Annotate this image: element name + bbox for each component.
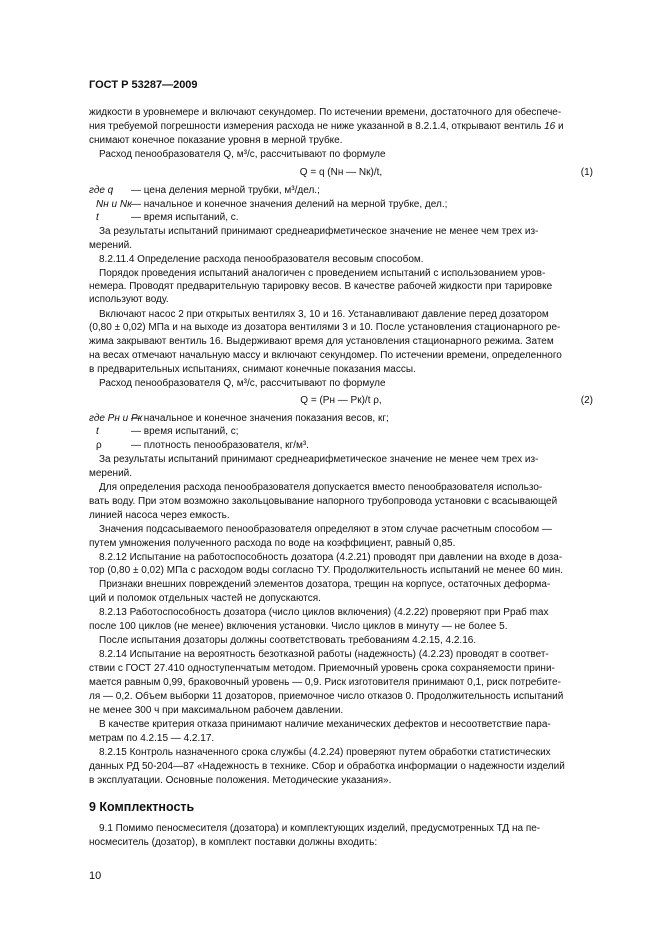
text: мается равным 0,99, браковочный уровень — 0,9. Риск изготовителя принимают 0,1, риск потребите- <box>89 677 561 688</box>
p7: Расход пенообразователя Q, м³/с, рассчитывают по формуле <box>99 378 386 389</box>
p9-line1 <box>99 481 593 494</box>
def-row <box>0 184 661 197</box>
section-9-title: 9 Комплектность <box>89 800 195 814</box>
p18-line2: носмеситель (дозатор), в комплект поставки должны входить: <box>89 837 378 848</box>
p10-line1 <box>99 523 593 536</box>
p5-line3: используют воду. <box>89 294 169 305</box>
def-symbol: где q <box>89 185 114 196</box>
p5-line1 <box>99 267 593 280</box>
p15-line1 <box>99 648 593 661</box>
text: Включают насос 2 при открытых вентилях 3, 10 и 16. Устанавливают давление перед дозатором <box>99 309 549 320</box>
def-row <box>0 439 661 452</box>
def-text: — время испытаний, с. <box>131 212 239 223</box>
def-symbol: где Pн и Pк <box>89 413 143 424</box>
p13-line1 <box>99 606 593 619</box>
def-text: — плотность пенообразователя, кг/м³. <box>131 440 309 451</box>
text: жима закрывают вентиль 16. Выдерживают время для установления стационарного режима. Затем <box>89 336 554 347</box>
p6-line5: в предварительных испытаниях, снимают конечные показания массы. <box>89 364 416 375</box>
def-row <box>0 412 661 425</box>
text: данных РД 50-204—87 «Надежность в технике. Сбор и обработка информации о надежности изделий <box>89 761 565 772</box>
text: 8.2.12 Испытание на работоспособность дозатора (4.2.21) проводят при давлении на входе в доза- <box>99 552 563 563</box>
formula-1-expr: Q = q (Nн — Nк)/t, <box>299 167 383 178</box>
def-text: — начальное и конечное значения показания весов, кг; <box>131 413 389 424</box>
p6-line1 <box>99 308 593 321</box>
text: ля — 0,2. Объем выборки 11 дозаторов, приемочное число отказов 0. Продолжительность испытаний <box>89 691 564 702</box>
p1-line1 <box>89 106 593 119</box>
text: ствии с ГОСТ 27.410 одноступенчатым методом. Приемочный уровень срока сохраняемости прини- <box>89 663 555 674</box>
p15-line3 <box>89 676 593 689</box>
p17-line2 <box>89 760 593 773</box>
p14: После испытания дозаторы должны соответствовать требованиям 4.2.15, 4.2.16. <box>99 635 477 646</box>
p6-line4 <box>89 349 593 362</box>
formula-2-expr: Q = (Pн — Pк)/t ρ, <box>300 395 382 406</box>
p16-line2: метрам по 4.2.15 — 4.2.17. <box>89 733 215 744</box>
def-symbol: t <box>96 426 99 437</box>
text: Порядок проведения испытаний аналогичен с проведением испытаний с использованием уров- <box>99 268 546 279</box>
p17-line1 <box>99 746 593 759</box>
text: вать воду. При этом возможно закольцовывание напорного трубопровода установки с всасывающей <box>89 496 558 507</box>
p8-line2: мерений. <box>89 468 133 479</box>
p4: 8.2.11.4 Определение расхода пенообразователя весовым способом. <box>99 254 424 265</box>
p9-line3: линией насоса через емкость. <box>89 510 230 521</box>
text: тор (0,80 ± 0,02) МПа с расходом воды согласно ТУ. Продолжительность испытаний не менее 60 мин. <box>89 565 564 576</box>
p3-line2: мерений. <box>89 240 133 251</box>
def-symbol: Nн и Nк <box>96 199 132 210</box>
text: 9.1 Помимо пеносмесителя (дозатора) и комплектующих изделий, предусмотренных ТД на пе- <box>99 823 541 834</box>
p2: Расход пенообразователя Q, м³/с, рассчитывают по формуле <box>99 149 386 160</box>
text: немера. Проводят предварительную тарировку весов. В качестве рабочей жидкости при тарировке <box>89 281 553 292</box>
def-row <box>0 211 661 224</box>
text: и <box>555 121 564 132</box>
text: За результаты испытаний принимают среднеарифметическое значение не менее чем трех из- <box>99 454 539 465</box>
p15-line2 <box>89 662 593 675</box>
p1-line3: снимают конечное показание уровня в мерной трубке. <box>89 135 343 146</box>
p15-line5: не менее 300 ч при максимальном рабочем давлении. <box>89 705 344 716</box>
text: на весах отмечают начальную массу и включают секундомер. По истечении времени, определенного <box>89 350 562 361</box>
p8-line1 <box>99 453 593 466</box>
text: жидкости в уровнемере и включают секундомер. По истечении времени, достаточного для обеспече- <box>89 107 562 118</box>
def-text: — начальное и конечное значения делений на мерной трубке, дел.; <box>131 199 448 210</box>
page-number: 10 <box>89 870 102 882</box>
p6-line2 <box>89 321 593 334</box>
formula-1-number: (1) <box>580 167 593 178</box>
text: Значения подсасываемого пенообразователя определяют в этом случае расчетным способом — <box>99 524 552 535</box>
def-symbol: t <box>96 212 99 223</box>
def-symbol: ρ <box>96 440 102 451</box>
p13-line2: после 100 циклов (не менее) включения установки. Число циклов в минуту — не более 5. <box>89 621 508 632</box>
text: ния требуемой погрешности измерения расхода не ниже указанной в 8.2.1.4, открывают вентиль <box>89 121 545 132</box>
p18-line1 <box>99 822 593 835</box>
text: 8.2.15 Контроль назначенного срока службы (4.2.24) проверяют путем обработки статистических <box>99 747 551 758</box>
text: (0,80 ± 0,02) МПа и на выходе из дозатора вентилями 3 и 10. После установления стационарного ре- <box>89 322 561 333</box>
p5-line2 <box>89 280 593 293</box>
p9-line2 <box>89 495 593 508</box>
formula-2 <box>89 394 593 408</box>
text: Признаки внешних повреждений элементов дозатора, трещин на корпусе, остаточных деформа- <box>99 579 551 590</box>
p6-line3 <box>89 335 593 348</box>
def-row <box>0 425 661 438</box>
text: За результаты испытаний принимают среднеарифметическое значение не менее чем трех из- <box>99 226 539 237</box>
def-row <box>0 198 661 211</box>
standard-code: ГОСТ Р 53287—2009 <box>89 79 198 91</box>
p15-line4 <box>89 690 593 703</box>
p11-line2 <box>89 564 593 577</box>
text: 8.2.14 Испытание на вероятность безотказной работы (надежность) (4.2.23) проводят в соответ- <box>99 649 549 660</box>
def-text: — цена деления мерной трубки, м³/дел.; <box>131 185 320 196</box>
formula-2-number: (2) <box>580 395 593 406</box>
valve-number: 16 <box>544 121 556 132</box>
p12-line2: ций и поломок отдельных частей не допускаются. <box>89 593 321 604</box>
p1-line2 <box>89 120 593 133</box>
text: Для определения расхода пенообразователя допускается вместо пенообразователя использо- <box>99 482 543 493</box>
text: 8.2.13 Работоспособность дозатора (число циклов включения) (4.2.22) проверяют при Pраб max <box>99 607 549 618</box>
p10-line2: путем умножения полученного расхода по воде на коэффициент, равный 0,85. <box>89 538 456 549</box>
p11-line1 <box>99 551 593 564</box>
p3-line1 <box>99 225 593 238</box>
p16-line1 <box>99 718 593 731</box>
p17-line3: в эксплуатации. Основные положения. Методические указания». <box>89 775 392 786</box>
text: В качестве критерия отказа принимают наличие механических дефектов и несоответствие пара- <box>99 719 551 730</box>
def-text: — время испытаний, с; <box>131 426 239 437</box>
formula-1 <box>89 166 593 180</box>
p12-line1 <box>99 578 593 591</box>
